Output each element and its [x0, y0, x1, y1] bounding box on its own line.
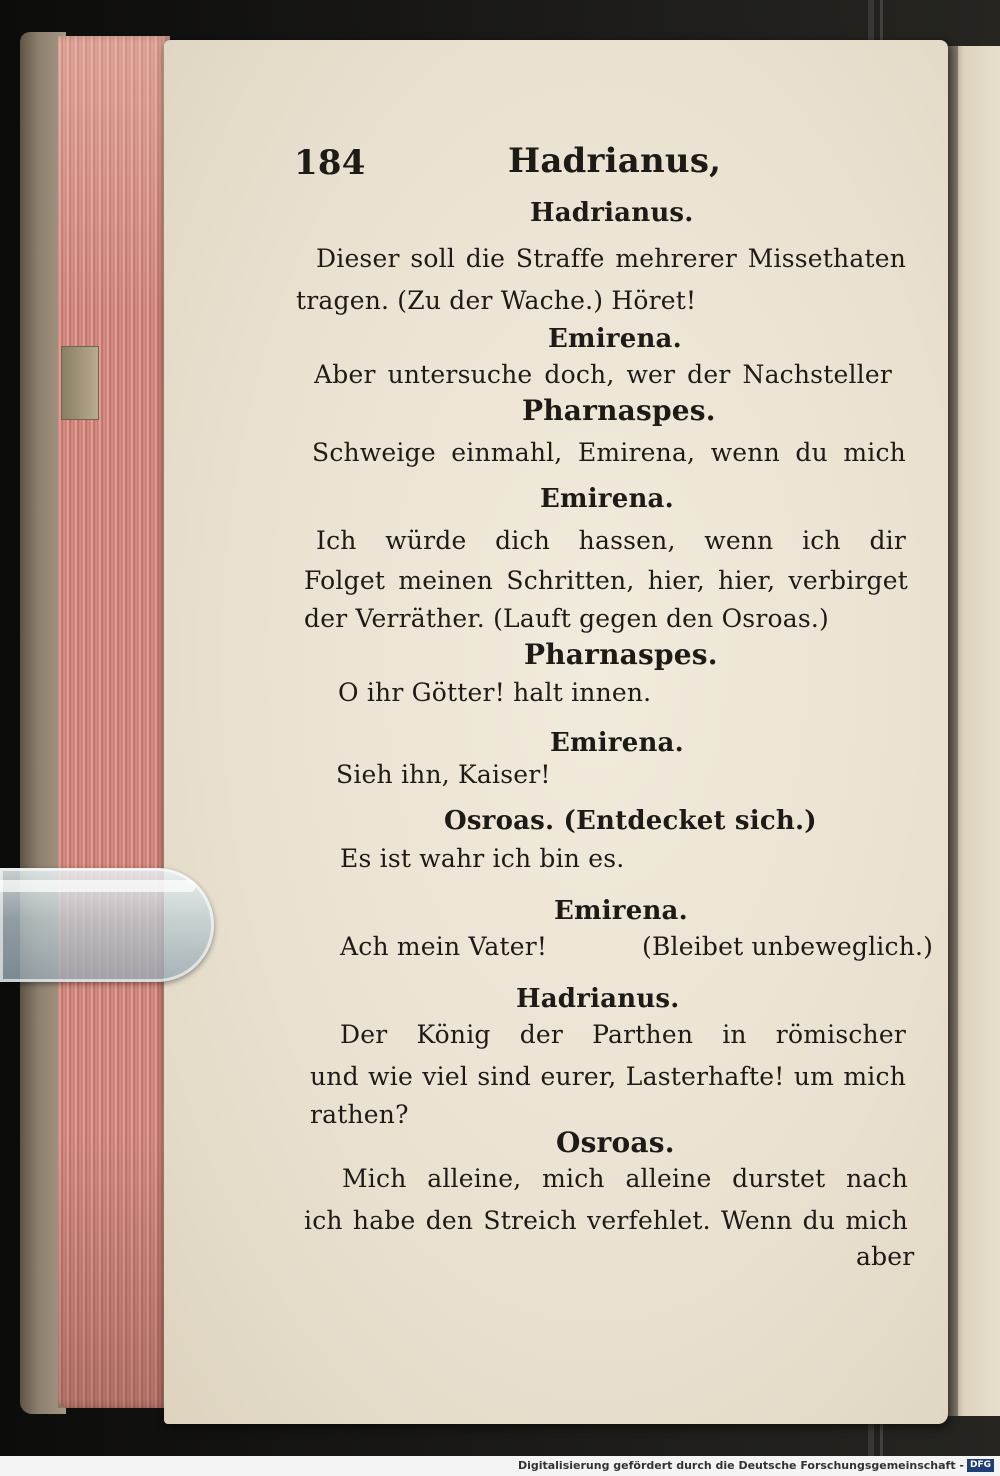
speaker-label: Hadrianus. — [516, 984, 680, 1014]
text-line: rathen? — [310, 1100, 409, 1129]
speaker-label: Emirena. — [540, 484, 674, 514]
text-line: Es ist wahr ich bin es. — [340, 844, 625, 873]
text-line: und wie viel sind eurer, Lasterhafte! um mich — [310, 1062, 906, 1091]
catchword: aber — [856, 1242, 915, 1271]
text-line: der Verräther. (Lauft gegen den Osroas.) — [304, 604, 829, 633]
page-edges — [58, 36, 170, 1408]
page-clip-highlight — [0, 880, 196, 892]
gutter-shadow — [948, 46, 958, 1416]
text-line: O ihr Götter! halt innen. — [338, 678, 652, 707]
tab-marker — [61, 346, 99, 420]
speaker-label: Emirena. — [550, 728, 684, 758]
speaker-label: Emirena. — [548, 324, 682, 354]
text-line: Sieh ihn, Kaiser! — [336, 760, 551, 789]
text-line: tragen. (Zu der Wache.) Höret! — [296, 286, 697, 315]
text-line: Der König der Parthen in römischer — [340, 1020, 906, 1049]
text-line: Folget meinen Schritten, hier, hier, verbirget — [304, 566, 908, 595]
stage-direction: (Bleibet unbeweglich.) — [642, 932, 934, 961]
text-line: Dieser soll die Straffe mehrerer Missethaten — [316, 244, 906, 273]
dfg-logo: DFG — [967, 1459, 994, 1472]
speaker-label: Osroas. (Entdecket sich.) — [444, 806, 817, 836]
text-line: Ach mein Vater! — [340, 932, 548, 961]
running-head: Hadrianus, — [508, 141, 722, 181]
text-line: Mich alleine, mich alleine durstet nach — [342, 1164, 908, 1193]
footer-credit: Digitalisierung gefördert durch die Deutsche Forschungsgemeinschaft - — [517, 1459, 964, 1472]
text-line: ich habe den Streich verfehlet. Wenn du mich — [304, 1206, 908, 1235]
text-line: Ich würde dich hassen, wenn ich dir — [316, 526, 906, 555]
speaker-label: Pharnaspes. — [524, 638, 718, 671]
text-line: Aber untersuche doch, wer der Nachsteller — [314, 360, 892, 389]
speaker-label: Hadrianus. — [530, 198, 694, 228]
speaker-label: Pharnaspes. — [522, 394, 716, 427]
text-line: Schweige einmahl, Emirena, wenn du mich — [312, 438, 906, 467]
speaker-label: Emirena. — [554, 896, 688, 926]
page-number: 184 — [294, 143, 366, 183]
speaker-label: Osroas. — [556, 1126, 675, 1159]
